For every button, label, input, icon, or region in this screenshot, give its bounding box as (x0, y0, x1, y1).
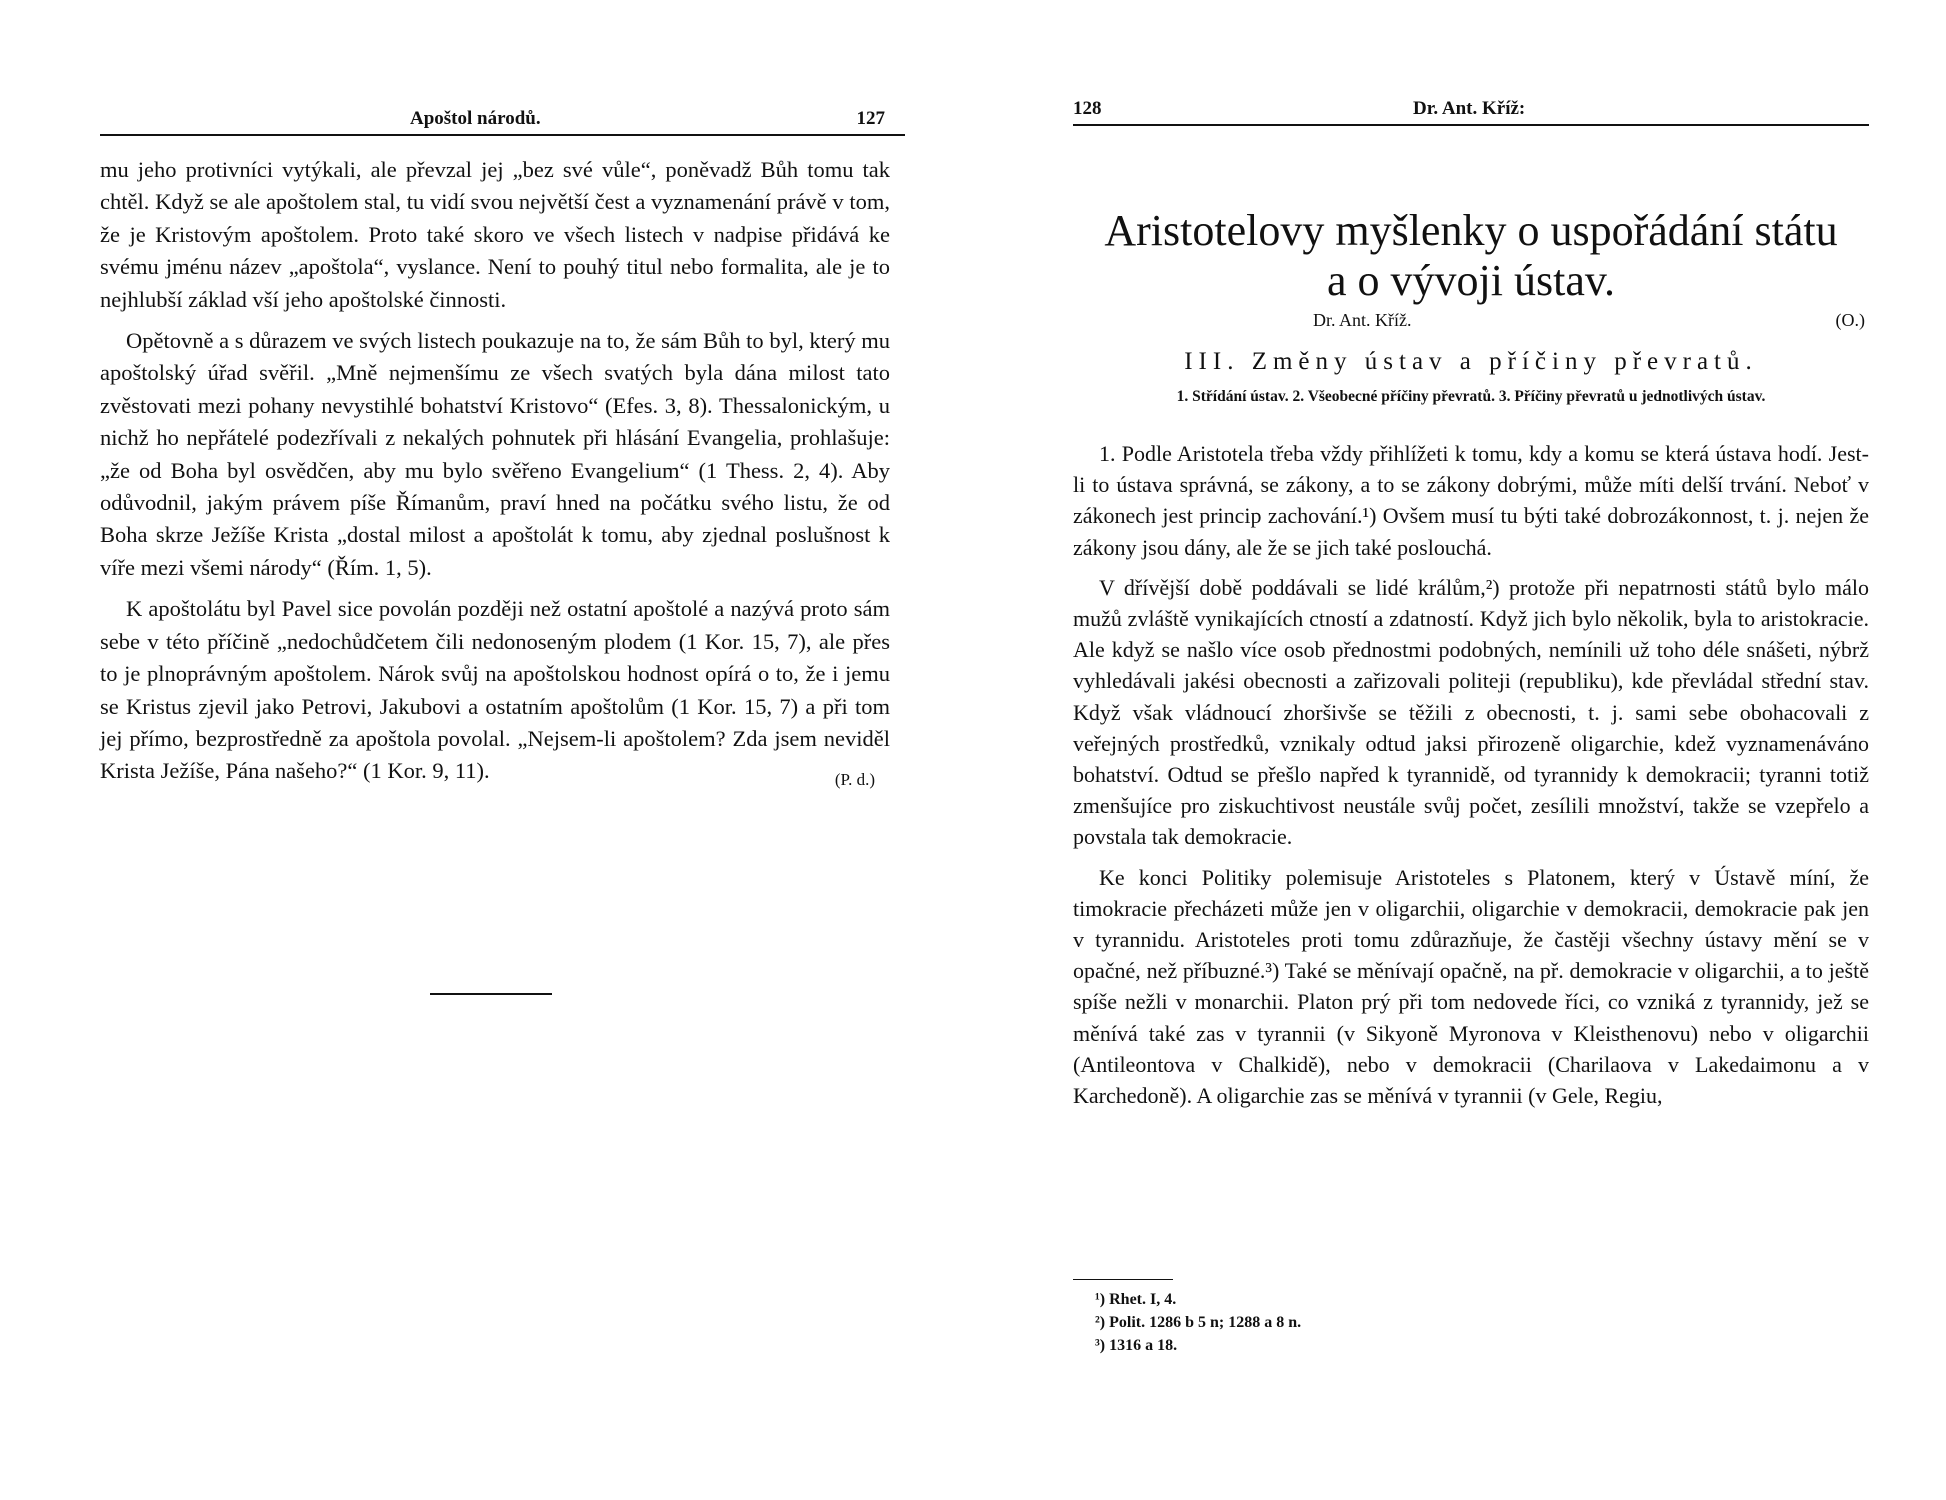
footnote-3: ³) 1316 a 18. (1095, 1337, 1178, 1354)
left-paragraph-1: mu jeho protivníci vytýkali, ale převzal jej „bez své vůle“, poněvadž Bůh tomu tak chtěl. Když se ale apoštolem stal, tu vidí svou největší čest a vyznamenání právě v tom, že je Kristovým apoštolem. Proto také skoro ve všech listech v nadpise přidává ke svému jménu název „apoštola“, vyslance. Není to pouhý titul nebo formalita, ale je to nejhlubší základ vší jeho apoštolské činnosti. (100, 157, 890, 312)
right-page-number: 128 (1073, 98, 1102, 119)
right-page (973, 0, 1946, 1500)
left-running-head (100, 104, 905, 136)
part-marker: (O.) (1835, 310, 1865, 330)
author: Dr. Ant. Kříž. (1313, 310, 1412, 330)
section-heading: III. Změny ústav a příčiny převratů. (1184, 348, 1758, 375)
footnote-2: ²) Polit. 1286 b 5 n; 1288 a 8 n. (1095, 1314, 1302, 1331)
left-paragraph-2: Opětovně a s důrazem ve svých listech poukazuje na to, že sám Bůh to byl, který mu apoštolský úřad svěřil. „Mně nejmenšímu ze všech svatých byla dána milost tato zvěstovati mezi pohany nevystihlé bohatství Kristovo“ (Efes. 3, 8). Thessalonickým, u nichž ho nepřátelé podezřívali z nekalých pohnutek při hlásání Evangelia, prohlašuje: „že od Boha byl osvědčen, aby mu bylo svěřeno Evangelium“ (1 Thess. 2, 4). Aby odůvodnil, jakým právem píše Římanům, praví hned na počátku svého listu, že od Boha skrze Ježíše Krista „dostal milost a apoštolát k tomu, aby zjednal poslušnost k víře mezi všemi národy“ (Řím. 1, 5). (100, 328, 890, 580)
right-running-head (1073, 94, 1869, 126)
right-body-text (1073, 438, 1869, 1120)
article-title (1073, 206, 1869, 306)
article-title-line-2: a o vývoji ústav. (1327, 256, 1615, 305)
left-page-number: 127 (856, 108, 885, 129)
end-rule (430, 993, 552, 995)
right-paragraph-2: V dřívější době poddávali se lidé králům,²) protože při nepatrnosti států bylo málo mužů zvláště vynikajících ctností a zdatností. Když jich bylo několik, byla to aristokracie. Ale když se našlo více osob přednostmi podobných, nemínili už toho déle snášeti, nýbrž vyhledávali jakési obecnosti a zařizovali politeji (republiku), kde převládal střední stav. Když však vládnoucí zhoršivše se těžili z obecnosti, t. j. sami sebe obohacovali z veřejných prostředků, vznikaly odtud jaksi přirozeně oligarchie, kdež vyznamenáváno bohatství. Odtud se přešlo napřed k tyrannidě, od tyrannidy k demokracii; tyranni totiž zmenšujíce pro ziskuchtivost neustále svůj počet, zesílili množství, takže se vzepřelo a povstala tak demokracie. (1073, 574, 1869, 850)
right-paragraph-1: 1. Podle Aristotela třeba vždy přihlížeti k tomu, kdy a komu se která ústava hodí. Jest-li to ústava správná, se zákony, a to se zákony dobrými, může míti delší trvání. Neboť v zákonech jest princip zachování.¹) Ovšem musí tu býti také dobrozákonnost, t. j. nejen že zákony jsou dány, ale že se jich také poslouchá. (1073, 441, 1869, 560)
footnotes (1095, 1288, 1301, 1357)
left-body-text (100, 154, 890, 796)
section-subheading: 1. Střídání ústav. 2. Všeobecné příčiny převratů. 3. Příčiny převratů u jednotlivých ústav. (1176, 388, 1766, 405)
right-running-title: Dr. Ant. Kříž: (1413, 98, 1526, 119)
footnote-rule (1073, 1279, 1173, 1280)
right-paragraph-3: Ke konci Politiky polemisuje Aristoteles s Platonem, který v Ústavě míní, že timokracie přecházeti může jen v oligarchii, oligarchie v demokracii, demokracie pak jen v tyrannidu. Aristoteles proti tomu zdůrazňuje, že častěji všechny ústavy mění se v opačné, než příbuzné.³) Také se měnívají opačně, na př. demokracie v oligarchii, a to ještě spíše nežli v monarchii. Platon prý při tom nedovede říci, co vzniká z tyrannidy, jež se měnívá také zas v tyrannii (v Sikyoně Myronova v Kleisthenovu) nebo v oligarchii (Antileontova v Chalkidě), nebo v demokracii (Charilaova v Lakedaimonu a v Karchedoně). A oligarchie zas se měnívá v tyrannii (v Gele, Regiu, (1073, 864, 1869, 1109)
article-title-line-1: Aristotelovy myšlenky o uspořádání státu (1104, 206, 1838, 255)
left-signoff: (P. d.) (834, 769, 875, 789)
left-paragraph-3: K apoštolátu byl Pavel sice povolán později než ostatní apoštolé a nazývá proto sám sebe v této příčině „nedochůdčetem čili nedonoseným plodem (1 Kor. 15, 7), ale přes to je plnoprávným apoštolem. Nárok svůj na apoštolskou hodnost opírá o to, že i jemu se Kristus zjevil jako Petrovi, Jakubovi a ostatním apoštolům (1 Kor. 15, 7) a při tom jej přímo, bezprostředně za apoštola povolal. „Nejsem-li apoštolem? Zda jsem neviděl Krista Ježíše, Pána našeho?“ (1 Kor. 9, 11). (100, 596, 890, 784)
left-running-title: Apoštol národů. (410, 108, 541, 129)
footnote-1: ¹) Rhet. I, 4. (1095, 1291, 1177, 1308)
